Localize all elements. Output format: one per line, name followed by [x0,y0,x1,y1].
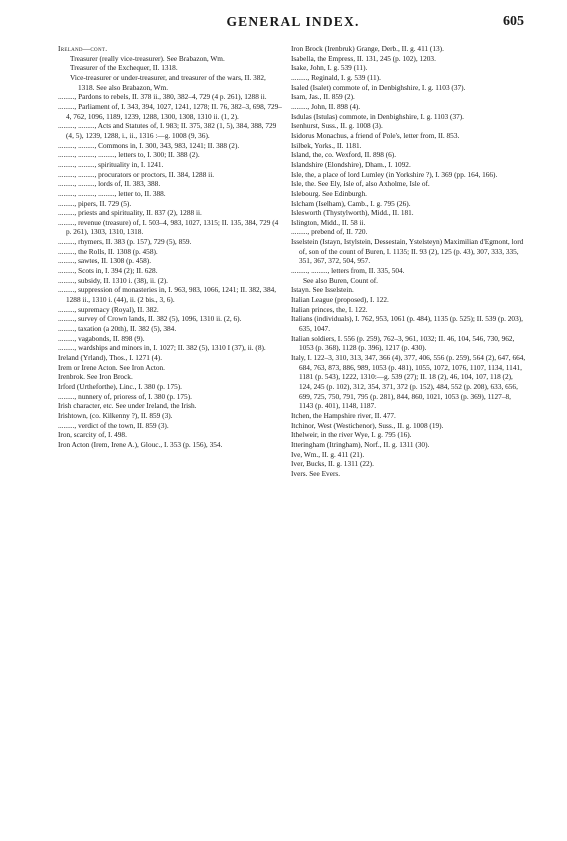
index-entry: Isaled (Isalet) commote of, in Denbighshire, I. g. 1103 (37). [291,82,466,92]
index-entry: Isenhurst, Suss., II. g. 1008 (3). [291,121,383,131]
index-entry: Irish character, etc. See under Ireland, the Irish. [58,401,197,411]
index-subentry: Treasurer (really vice-treasurer). See Brabazon, Wm. [70,53,225,63]
index-entry: Istayn. See Isselstein. [291,285,354,295]
index-entry: Islington, Midd., II. 58 ii. [291,217,366,227]
index-entry: ........., Reginald, I. g. 539 (11). [291,72,381,82]
index-entry: ........., ........., ........., letters to, I. 300; II. 388 (2). [58,150,200,160]
index-entry: ........., vagabonds, II. 898 (9). [58,333,145,343]
index-entry: Ivers. See Evers. [291,468,341,478]
index-entry: Islcham (Iselham), Camb., I. g. 795 (26). [291,198,411,208]
index-entry: ........., pipers, II. 729 (5). [58,198,132,208]
index-entry: Itchen, the Hampshire river, II. 477. [291,410,396,420]
page-number: 605 [503,14,524,29]
index-entry: Irishtown, (co. Kilkenny ?), II. 859 (3). [58,410,173,420]
running-title: GENERAL INDEX. [226,14,360,29]
index-entry: ........., ........., spirituality in, I. 1241. [58,159,164,169]
index-entry: Irford (Urtheforthe), Linc., I. 380 (p. 175). [58,381,183,391]
index-entry: ........., verdict of the town, II. 859 (3). [58,420,169,430]
index-entry: Italy, I. 122–3, 310, 313, 347, 366 (4), 377, 406, 556 (p. 259), 564 (2), 647, 664, 684, 763, 873, 886, 989, 1053 (p. 481), 1055, 1072, 1076, 1107, 1134, 1141, 1181 (p. 543), 1222, 1310:—g. 539 (27); II. 18 (2), 46, 104, 107, 118 (2), 124, 245 (p. 102), 312, 354, 371, 372 (p. 152), 484, 552 (p. 208), 633, 656, 699, 725, 750, 791, 795 (p. 281), 844, 860, 1021, 1053 (p. 369), 1127–8, 1143 (p. 401), 1148, 1187. [291,353,526,411]
index-entry: ........., taxation (a 20th), II. 382 (5), 384. [58,324,177,334]
index-entry: ........., rhymers, II. 383 (p. 157), 729 (5), 859. [58,237,192,247]
index-entry: Islebourg. See Edinburgh. [291,188,367,198]
index-entry: Itchinor, West (Westichenor), Suss., II. g. 1008 (19). [291,420,444,430]
index-entry: ........., Pardons to rebels, II. 378 ii., 380, 382–4, 729 (4 p. 261), 1288 ii. [58,92,267,102]
index-entry: Iron Brock (Irenbruk) Grange, Derb., II. g. 411 (13). [291,44,444,53]
index-entry: Isle, the, a place of lord Lumley (in Yorkshire ?), I. 369 (pp. 164, 166). [291,169,498,179]
index-entry: Island, the, co. Wexford, II. 898 (6). [291,150,397,160]
index-entry: Italians (individuals), I. 762, 953, 1061 (p. 484), 1135 (p. 525); II. 539 (p. 203), 635, 1047. [291,314,523,334]
index-entry: Isidorus Monachus, a friend of Pole's, letter from, II. 853. [291,130,460,140]
index-entry: Iron, scarcity of, I. 498. [58,430,127,440]
index-subentry: Treasurer of the Exchequer, II. 1318. [70,63,178,73]
index-entry: ........., subsidy, II. 1310 i. (38), ii. (2). [58,275,168,285]
index-entry: ........., wardships and minors in, I. 1027; II. 382 (5), 1310 I (37), ii. (8). [58,343,266,353]
index-entry: ........., nunnery of, prioress of, I. 380 (p. 175). [58,391,192,401]
index-entry: Isake, John, I. g. 539 (11). [291,63,368,73]
index-entry: Ive, Wm., II. g. 411 (21). [291,449,365,459]
index-entry: Isdulas (Istulas) commote, in Denbighshire, I. g. 1103 (37). [291,111,464,121]
index-entry: ........., ........., Commons in, I. 300, 343, 983, 1241; II. 388 (2). [58,140,240,150]
index-entry: Iron Acton (Irem, Irene A.), Glouc., I. 353 (p. 156), 354. [58,439,223,449]
index-entry: ........., Parliament of, I. 343, 394, 1027, 1241, 1278; II. 76, 382–3, 698, 729–4, 762, 1096, 1189, 1239, 1288, 1300, 1308, 1310 ii. (1, 2). [58,101,282,121]
index-subentry: Vice-treasurer or under-treasurer, and treasurer of the wars, II. 382, 1318. See also Brabazon, Wm. [70,72,266,92]
index-entry: ........., Scots in, I. 394 (2); II. 628. [58,266,158,276]
index-entry: Isselstein (Istayn, Istylstein, Dessestain, Ystelsteyn) Maximilian d'Egmont, lord of, son of the count of Buren, I. 1135; II. 93 (2), 125 (p. 43), 307, 333, 335, 351, 367, 372, 504, 957. [291,237,524,266]
index-entry: Islesworth (Thystylworth), Midd., II. 181. [291,208,414,218]
index-entry: ........., ........., Acts and Statutes of, I. 983; II. 375, 382 (1, 5), 384, 388, 729 (4, 5), 1239, 1288, i., ii., 1316 :—g. 1008 (9, 36). [58,121,277,140]
index-entry: ........., ........., lords of, II. 383, 388. [58,179,161,189]
index-entry: Islandshire (Elondshire), Dham., I. 1092. [291,159,411,169]
index-entry: ........., supremacy (Royal), II. 382. [58,304,159,314]
index-entry: Italian princes, the, I. 122. [291,304,368,314]
index-entry: Irenbrok. See Iron Brock. [58,372,133,382]
index-entry: Itteringham (Itringham), Norf., II. g. 1311 (30). [291,439,430,449]
index-entry: Isilbek, Yorks., II. 1181. [291,140,362,150]
index-entry: ........., John, II. 898 (4). [291,101,361,111]
running-header [62,14,524,34]
index-entry: Isam, Jas., II. 859 (2). [291,92,355,102]
index-column-left [58,44,282,450]
index-entry: Iver, Bucks, II. g. 1311 (22). [291,459,374,469]
index-entry: ........., revenue (treasure) of, I. 503–4, 983, 1027, 1315; II. 135, 384, 729 (4 p. 261), 1303, 1310, 1318. [58,217,279,237]
index-entry: ........., priests and spirituality, II. 837 (2), 1288 ii. [58,208,202,218]
index-entry: ........., survey of Crown lands, II. 382 (5), 1096, 1310 ii. (2, 6). [58,314,242,324]
index-entry: Irem or Irene Acton. See Iron Acton. [58,362,165,372]
index-entry: ........., sawtes, II. 1308 (p. 458). [58,256,152,266]
index-entry: Italian League (proposed), I. 122. [291,295,389,305]
index-entry: Isle, the. See Ely, Isle of, also Axholme, Isle of. [291,179,430,189]
index-entry: ........., ........., letters from, II. 335, 504. [291,266,405,276]
index-entry: Italian soldiers, I. 556 (p. 259), 762–3, 961, 1032; II. 46, 104, 546, 730, 962, 1053 (p. 368), 1128 (p. 396), 1217 (p. 430). [291,333,515,353]
index-entry: ........., the Rolls, II. 1308 (p. 458). [58,246,158,256]
index-entry: Ireland (Yrland), Thos., I. 1271 (4). [58,353,163,362]
index-entry: ........., suppression of monasteries in, I. 963, 983, 1066, 1241; II. 382, 384, 1288 ii., 1310 i. (44), ii. (2 bis., 3, 6). [58,285,277,305]
index-entry: ........., prebend of, II. 720. [291,227,368,237]
index-subentry: See also Buren, Count of. [303,275,378,285]
index-entry: ........., ........., ........., letter to, II. 388. [58,188,166,198]
index-entry: ........., ........., procurators or proctors, II. 384, 1288 ii. [58,169,215,179]
index-entry: Ireland—cont. [58,44,108,53]
index-column-right [291,44,527,479]
index-entry: Ithelweir, in the river Wye, I. g. 795 (16). [291,430,412,440]
index-entry: Isabella, the Empress, II. 131, 245 (p. 102), 1203. [291,53,436,63]
